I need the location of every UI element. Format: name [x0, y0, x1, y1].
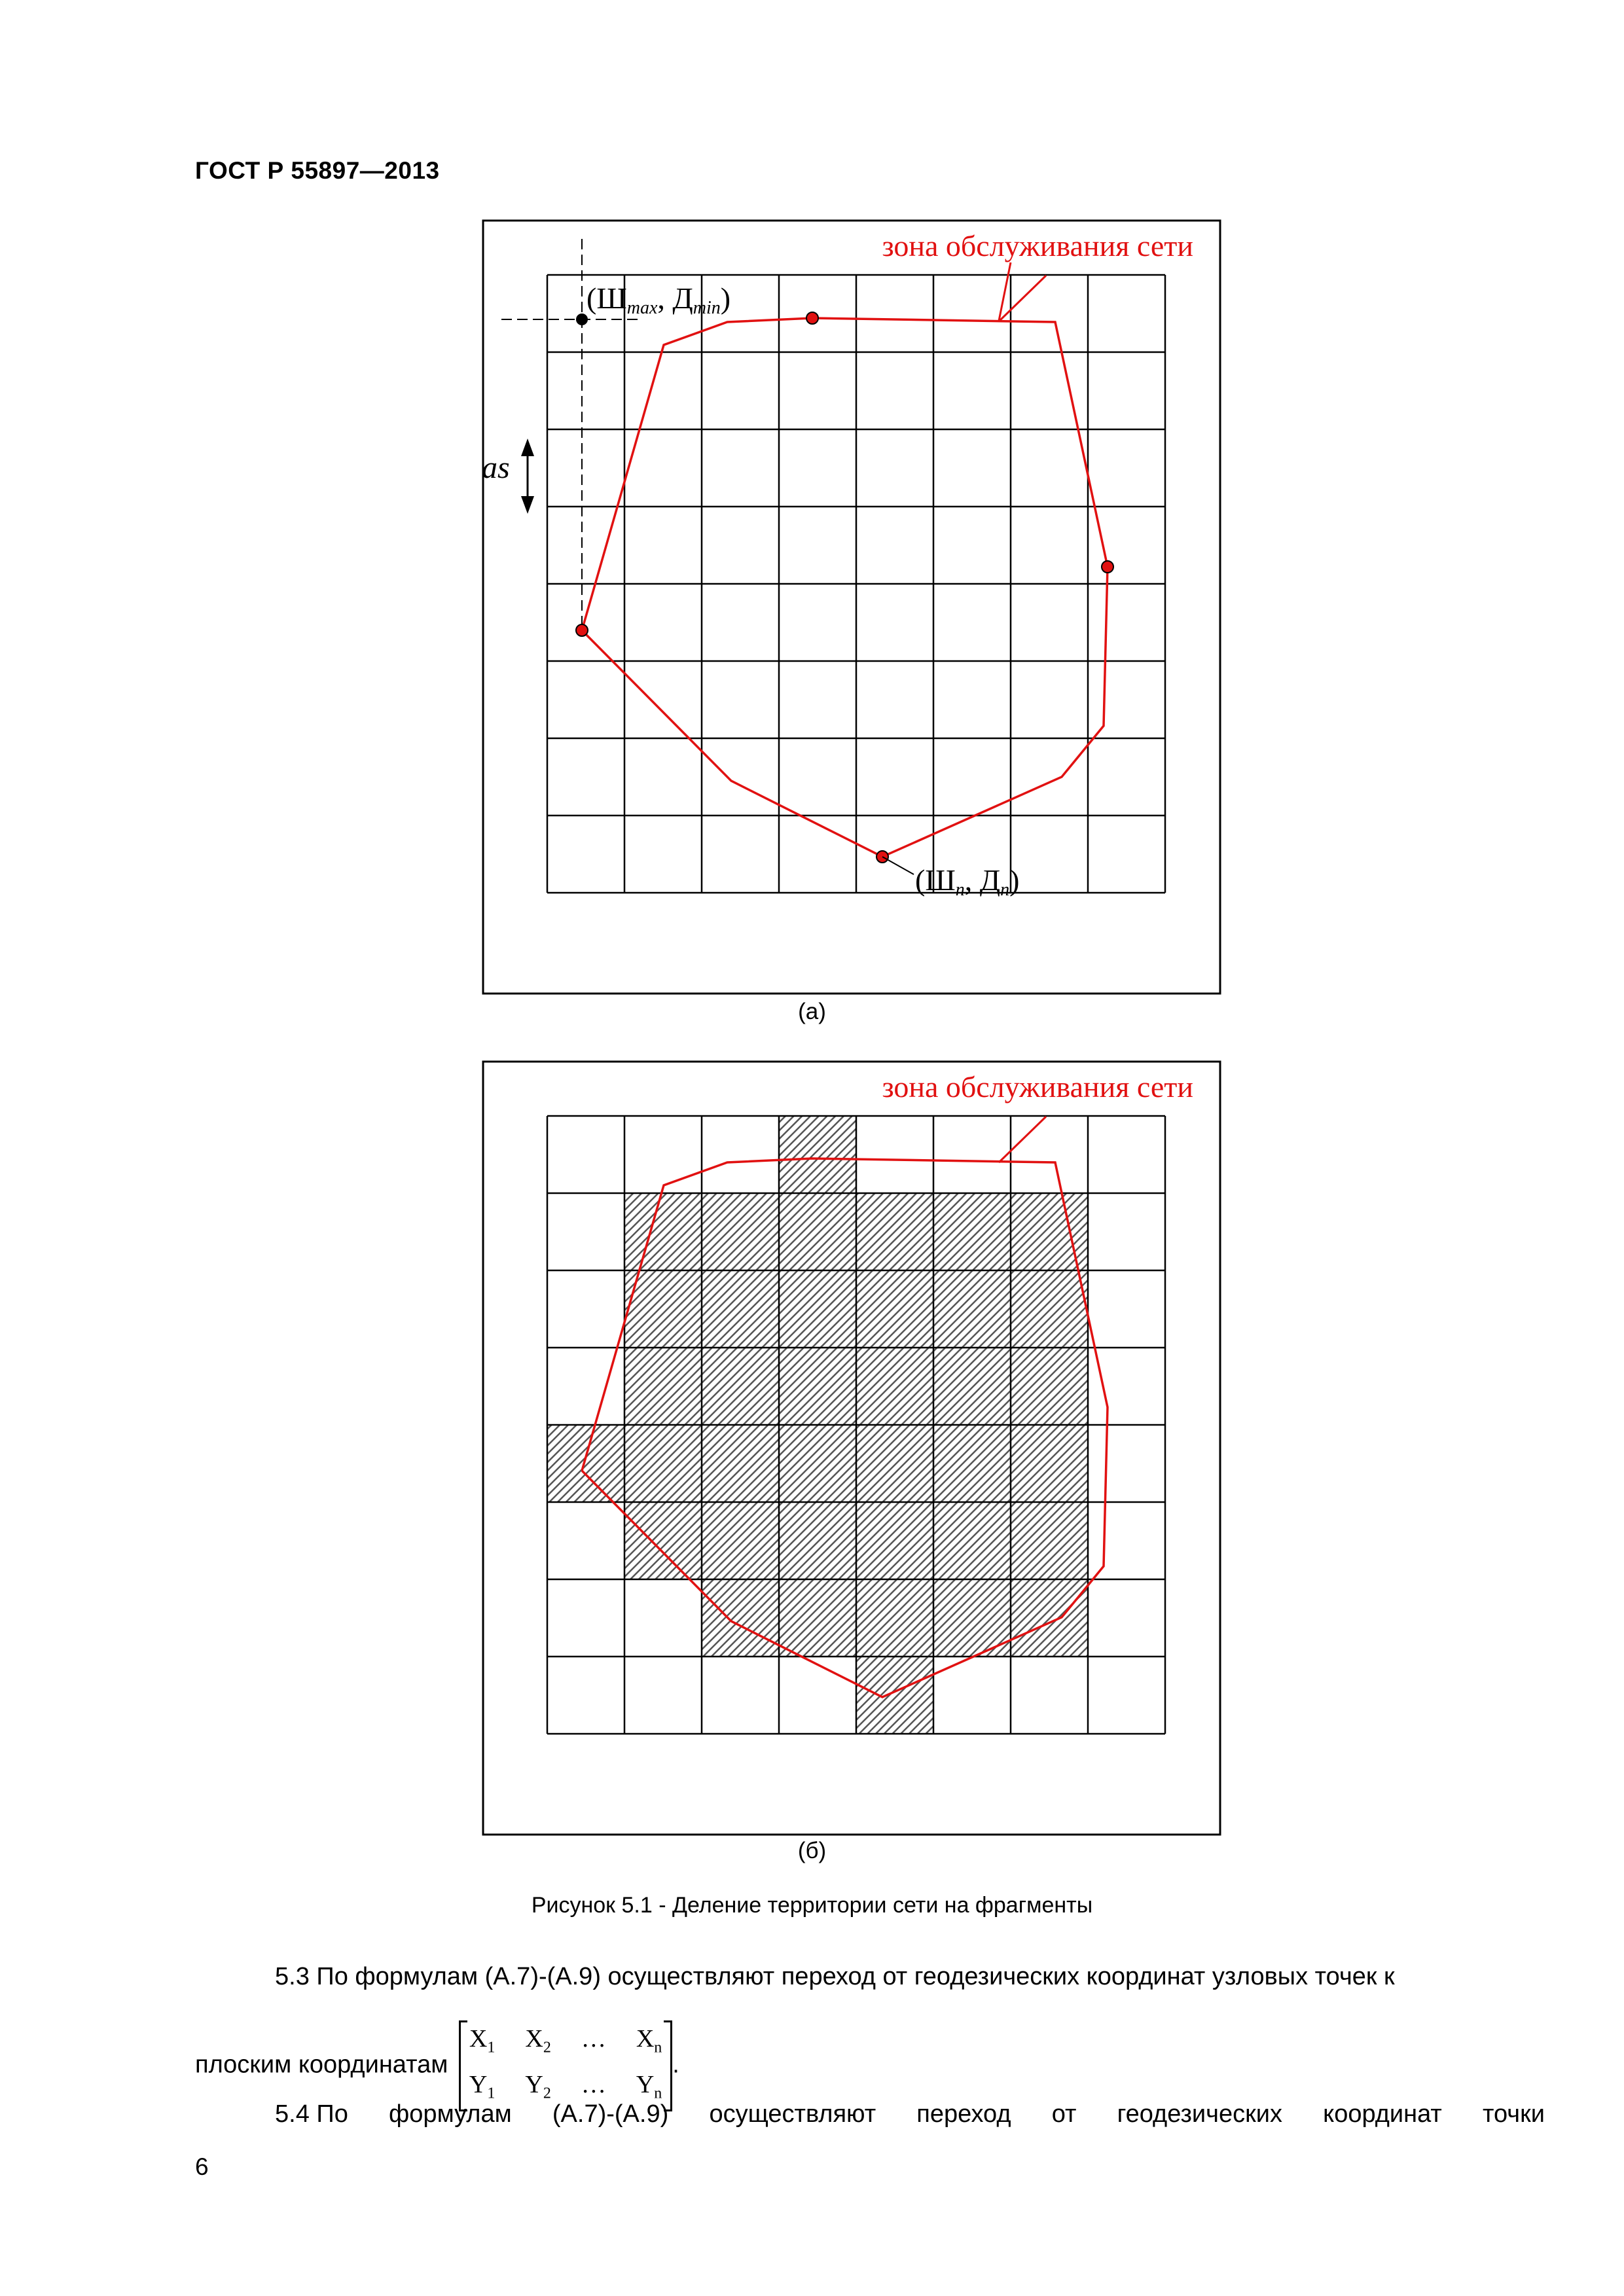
word: геодезических: [1117, 2100, 1282, 2128]
hatched-cell: [779, 1502, 856, 1579]
hatched-cell: [1011, 1348, 1088, 1425]
grid-a: [547, 275, 1165, 893]
figure-a-drawing: [482, 219, 1221, 995]
hatched-cell: [779, 1116, 856, 1193]
hatched-cell: [933, 1502, 1011, 1579]
paragraph-5-3-suffix: .: [672, 2051, 679, 2079]
coordinate-matrix: [459, 2020, 672, 2111]
hatched-cell: [1011, 1502, 1088, 1579]
hatched-cell: [856, 1425, 933, 1502]
hatched-cell: [856, 1270, 933, 1348]
page-number: 6: [195, 2153, 209, 2180]
step-label: as: [482, 450, 510, 485]
hatched-cell: [856, 1193, 933, 1270]
zone-point-label: (Шn, Дn): [915, 863, 1020, 900]
figure-caption: Рисунок 5.1 - Деление территории сети на фрагменты: [531, 1893, 1093, 1918]
hatched-cell: [702, 1425, 779, 1502]
hatched-cell: [624, 1348, 702, 1425]
service-zone-outline: [582, 318, 1108, 857]
matrix-row-y: $Y_1$ $Y_2$ … $Y_n$: [469, 2070, 662, 2102]
hatched-cell: [1011, 1579, 1088, 1657]
zone-label-a: зона обслуживания сети: [882, 229, 1193, 262]
matrix-row-x: $X_1$ $X_2$ … $X_n$: [469, 2025, 662, 2056]
hatched-cell: [933, 1270, 1011, 1348]
hatched-cell: [702, 1502, 779, 1579]
hatched-cell: [933, 1425, 1011, 1502]
document-header: ГОСТ Р 55897—2013: [195, 157, 440, 184]
hatched-cell: [779, 1193, 856, 1270]
hatched-cell: [779, 1579, 856, 1657]
hatched-cell: [933, 1193, 1011, 1270]
hatched-cell: [856, 1348, 933, 1425]
word: (А.7)-(А.9): [552, 2100, 669, 2128]
figure-a-sublabel: (а): [798, 999, 826, 1024]
step-arrow-down: [521, 496, 534, 514]
hatched-cell: [547, 1425, 624, 1502]
zone-label-leader-b: [999, 1117, 1046, 1162]
corner-point-label: (Шmax, Дmin): [586, 281, 731, 318]
zone-point-right: [1102, 561, 1113, 573]
hatched-cell: [702, 1193, 779, 1270]
hatched-cell: [702, 1348, 779, 1425]
word: 5.4 По: [275, 2100, 348, 2128]
word: переход: [916, 2100, 1011, 2128]
hatched-cell: [1011, 1425, 1088, 1502]
word: формулам: [389, 2100, 512, 2128]
figure-b-sublabel: (б): [797, 1838, 827, 1863]
paragraph-5-3-prefix: плоским координатам: [195, 2051, 448, 2079]
point-label-leader: [882, 857, 914, 874]
hatched-cell: [702, 1270, 779, 1348]
word: координат: [1323, 2100, 1442, 2128]
hatched-cell: [856, 1502, 933, 1579]
figure-a: [482, 219, 1221, 995]
hatched-cell: [779, 1348, 856, 1425]
hatched-cell: [779, 1425, 856, 1502]
figure-b-drawing: [482, 1060, 1221, 1836]
word: осуществляют: [709, 2100, 876, 2128]
hatched-cell: [624, 1193, 702, 1270]
hatched-cell: [624, 1502, 702, 1579]
hatched-cell: [933, 1348, 1011, 1425]
zone-point-left: [576, 624, 588, 636]
hatched-cell: [856, 1657, 933, 1734]
hatched-cell: [1011, 1270, 1088, 1348]
zone-point-top: [806, 312, 818, 324]
hatched-cell: [624, 1425, 702, 1502]
paragraph-5-3-line-2: [195, 2020, 1545, 2111]
figure-a-frame: [483, 221, 1220, 994]
paragraph-5-3-line-1: 5.3 По формулам (А.7)-(А.9) осуществляют переход от геодезических координат узловых точек к: [275, 1963, 1395, 1990]
paragraph-5-4: [275, 2100, 1545, 2130]
word: точки: [1483, 2100, 1545, 2128]
word: от: [1051, 2100, 1077, 2128]
hatched-cell: [702, 1579, 779, 1657]
hatched-cell: [856, 1579, 933, 1657]
zone-label-b: зона обслуживания сети: [882, 1070, 1193, 1103]
hatched-cell: [779, 1270, 856, 1348]
corner-point: [576, 314, 588, 325]
step-arrow-up: [521, 439, 534, 456]
figure-b: [482, 1060, 1221, 1836]
